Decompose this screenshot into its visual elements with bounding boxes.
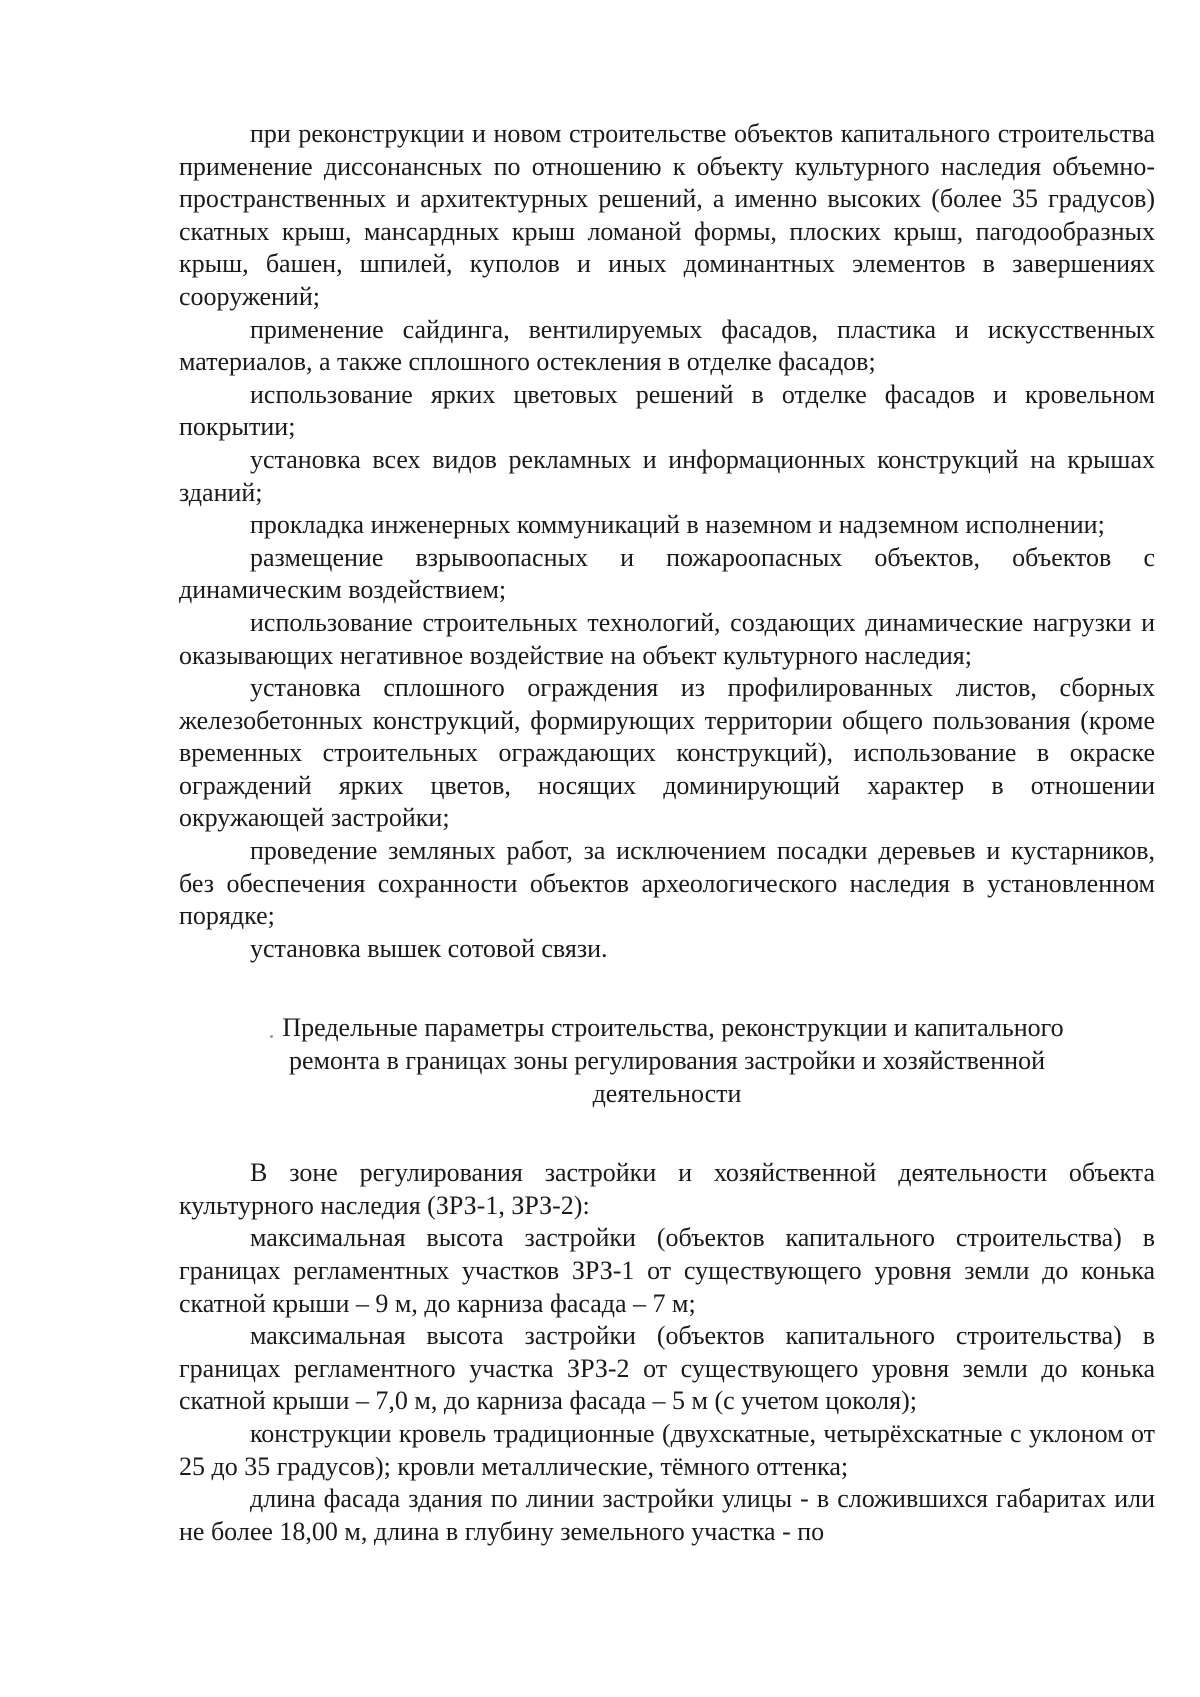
paragraph-facade-length: длина фасада здания по линии застройки улицы - в сложившихся габаритах или не более 18,00 м, длина в глубину земельного участка - по bbox=[179, 1484, 1155, 1546]
paragraph-restriction-construction-tech: использование строительных технологий, создающих динамические нагрузки и оказывающих негативное воздействие на объект культурного наследия; bbox=[179, 607, 1155, 670]
paragraph-restriction-earthworks: проведение земляных работ, за исключением посадки деревьев и кустарников, без обеспечения сохранности объектов археологического наследия в установленном порядке; bbox=[179, 836, 1155, 931]
paragraph-restriction-hazardous-objects: размещение взрывоопасных и пожароопасных объектов, объектов с динамическим воздействием; bbox=[179, 542, 1155, 605]
paragraph-restriction-cell-towers: установка вышек сотовой связи. bbox=[250, 933, 608, 963]
paragraph-zone-intro: В зоне регулирования застройки и хозяйственной деятельности объекта культурного наследия (ЗРЗ-1, ЗРЗ-2): bbox=[179, 1158, 1155, 1220]
document-body bbox=[179, 118, 1155, 1548]
paragraph-max-height-zrz1: максимальная высота застройки (объектов капитального строительства) в границах регламентных участков ЗРЗ-1 от существующего уровня земли до конька скатной крыши – 9 м, до карниза фасада – 7 м; bbox=[179, 1223, 1155, 1318]
paragraph-max-height-zrz2: максимальная высота застройки (объектов капитального строительства) в границах регламентного участка ЗРЗ-2 от существующего уровня земли до конька скатной крыши – 7,0 м, до карниза фасада – 5 м (с учетом цоколя); bbox=[179, 1321, 1155, 1416]
paragraph-restriction-siding: применение сайдинга, вентилируемых фасадов, пластика и искусственных материалов, а также сплошного остекления в отделке фасадов; bbox=[179, 314, 1155, 377]
section-heading-text: Предельные параметры строительства, реконструкции и капитального ремонта в границах зоны регулирования застройки и хозяйственной деятельности bbox=[282, 1013, 1064, 1108]
paragraph-restriction-fencing: установка сплошного ограждения из профилированных листов, сборных железобетонных конструкций, формирующих территории общего пользования (кроме временных строительных ограждающих конструкций), использование в окраске ограждений ярких цветов, носящих доминирующий характер в отношении окружающей застройки; bbox=[179, 673, 1155, 833]
paragraph-restriction-advertising: установка всех видов рекламных и информационных конструкций на крышах зданий; bbox=[179, 444, 1155, 507]
paragraph-restriction-utilities: прокладка инженерных коммуникаций в наземном и надземном исполнении; bbox=[250, 510, 1105, 540]
paragraph-restriction-colors: использование ярких цветовых решений в отделке фасадов и кровельном покрытии; bbox=[179, 379, 1155, 442]
paragraph-restriction-roofs: при реконструкции и новом строительстве объектов капитального строительства применение диссонансных по отношению к объекту культурного наследия объемно-пространственных и архитектурных решений, а именно высоких (более 35 градусов) скатных крыш, мансардных крыш ломаной формы, плоских крыш, пагодообразных крыш, башен, шпилей, куполов и иных доминантных элементов в завершениях сооружений; bbox=[179, 119, 1155, 311]
section-heading bbox=[179, 1012, 1155, 1110]
paragraph-roof-construction: конструкции кровель традиционные (двухскатные, четырёхскатные с уклоном от 25 до 35 градусов); кровли металлические, тёмного оттенка; bbox=[179, 1418, 1155, 1481]
scan-speck bbox=[270, 1035, 273, 1038]
section-gap bbox=[179, 1110, 1155, 1157]
